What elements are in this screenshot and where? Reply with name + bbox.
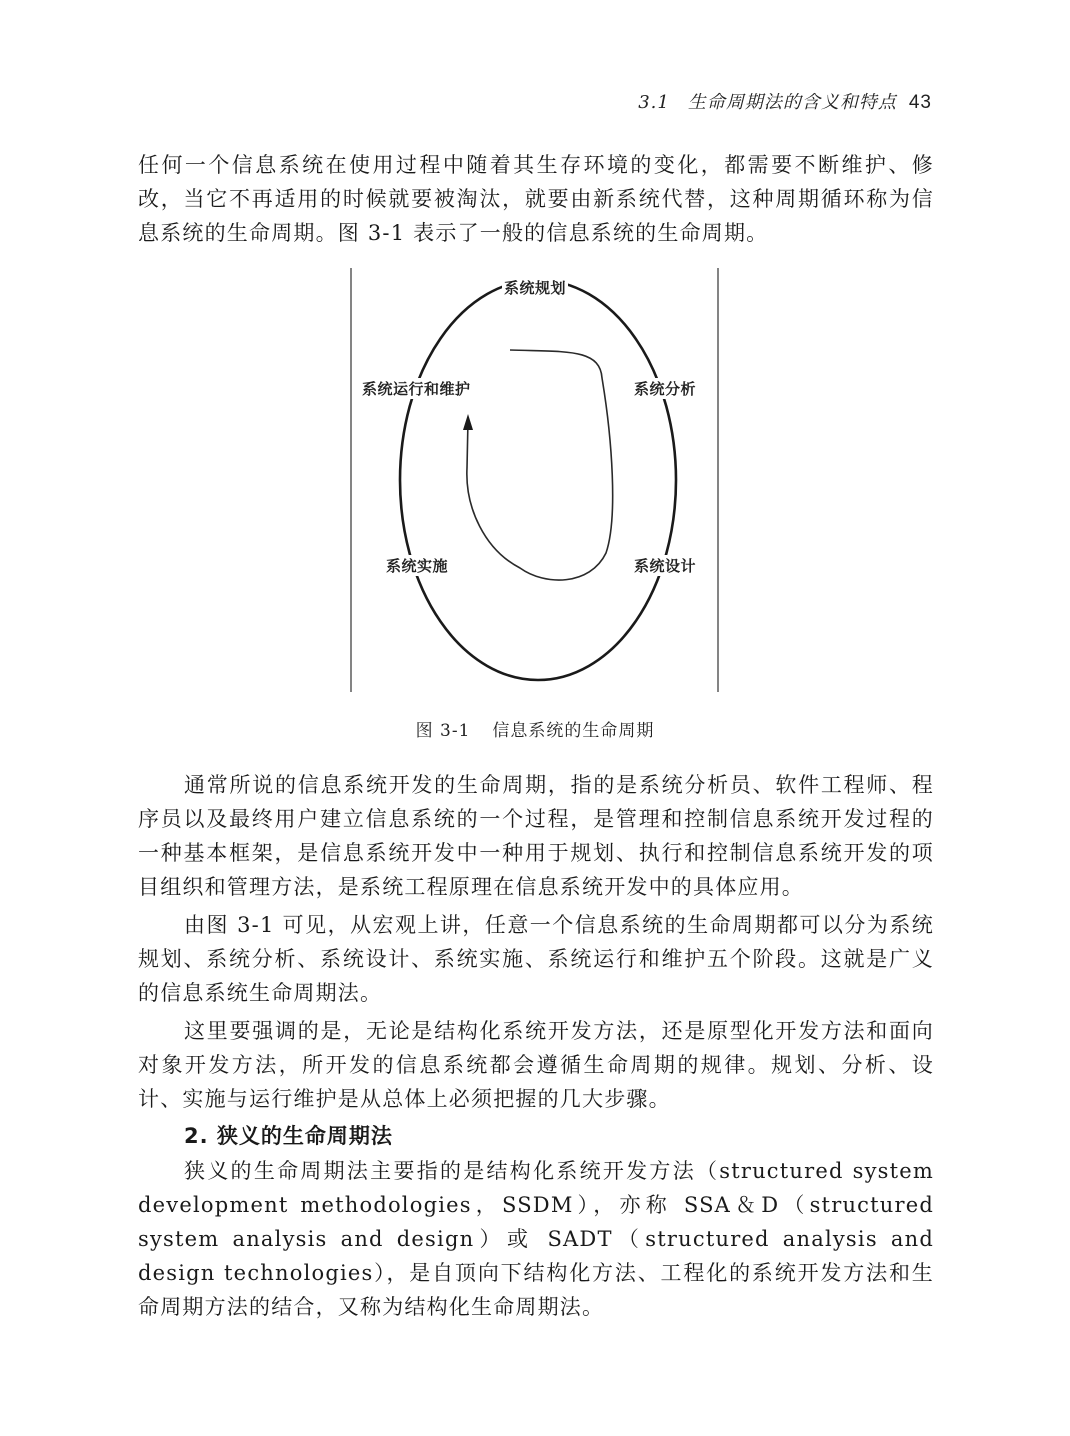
figure-caption (0, 716, 1070, 741)
lifecycle-ellipse (400, 280, 676, 680)
stage-label-design: 系统设计 (634, 557, 697, 575)
page-number: 43 (908, 92, 932, 113)
inner-cycle-arrow (467, 350, 613, 580)
running-header (638, 88, 932, 114)
figure-caption-number: 图 3-1 (415, 721, 471, 741)
figure-caption-text: 信息系统的生命周期 (492, 721, 655, 741)
stage-label-analysis: 系统分析 (634, 380, 697, 398)
stage-label-implementation: 系统实施 (386, 557, 449, 575)
stage-label-planning: 系统规划 (504, 279, 567, 297)
paragraph-five-stages: 由图 3-1 可见，从宏观上讲，任意一个信息系统的生命周期都可以分为系统规划、系统分析、系统设计、系统实施、系统运行和维护五个阶段。这就是广义的信息系统生命周期法。 (138, 913, 934, 1005)
paragraph-intro: 任何一个信息系统在使用过程中随着其生存环境的变化，都需要不断维护、修改，当它不再适用的时候就要被淘汰，就要由新系统代替，这种周期循环称为信息系统的生命周期。图 3-1 表示了一般的信息系统的生命周期。 (138, 153, 934, 245)
lifecycle-diagram (350, 268, 720, 692)
stage-label-operation: 系统运行和维护 (362, 380, 471, 398)
header-section-number: 3.1 (638, 92, 670, 113)
lifecycle-figure (350, 268, 720, 692)
paragraph-lifecycle-definition: 通常所说的信息系统开发的生命周期，指的是系统分析员、软件工程师、程序员以及最终用户建立信息系统的一个过程，是管理和控制信息系统开发过程的一种基本框架，是信息系统开发中一种用于规划、执行和控制信息系统开发的项目组织和管理方法，是系统工程原理在信息系统开发中的具体应用。 (138, 773, 934, 899)
arrow-head-icon (463, 414, 473, 430)
paragraph-narrow-lifecycle: 狭义的生命周期法主要指的是结构化系统开发方法（structured system development methodologies，SSDM），亦称 SSA＆D（structured system analysis and design）或 SADT（structured analysis and design technologies），是自顶向下结构化方法、工程化的系统开发方法和生命周期方法的结合，又称为结构化生命周期法。 (138, 1159, 934, 1319)
section-subheading: 2. 狭义的生命周期法 (184, 1124, 393, 1148)
header-section-title: 生命周期法的含义和特点 (687, 92, 897, 113)
paragraph-emphasis: 这里要强调的是，无论是结构化系统开发方法，还是原型化开发方法和面向对象开发方法，所开发的信息系统都会遵循生命周期的规律。规划、分析、设计、实施与运行维护是从总体上必须把握的几大步骤。 (138, 1019, 934, 1111)
